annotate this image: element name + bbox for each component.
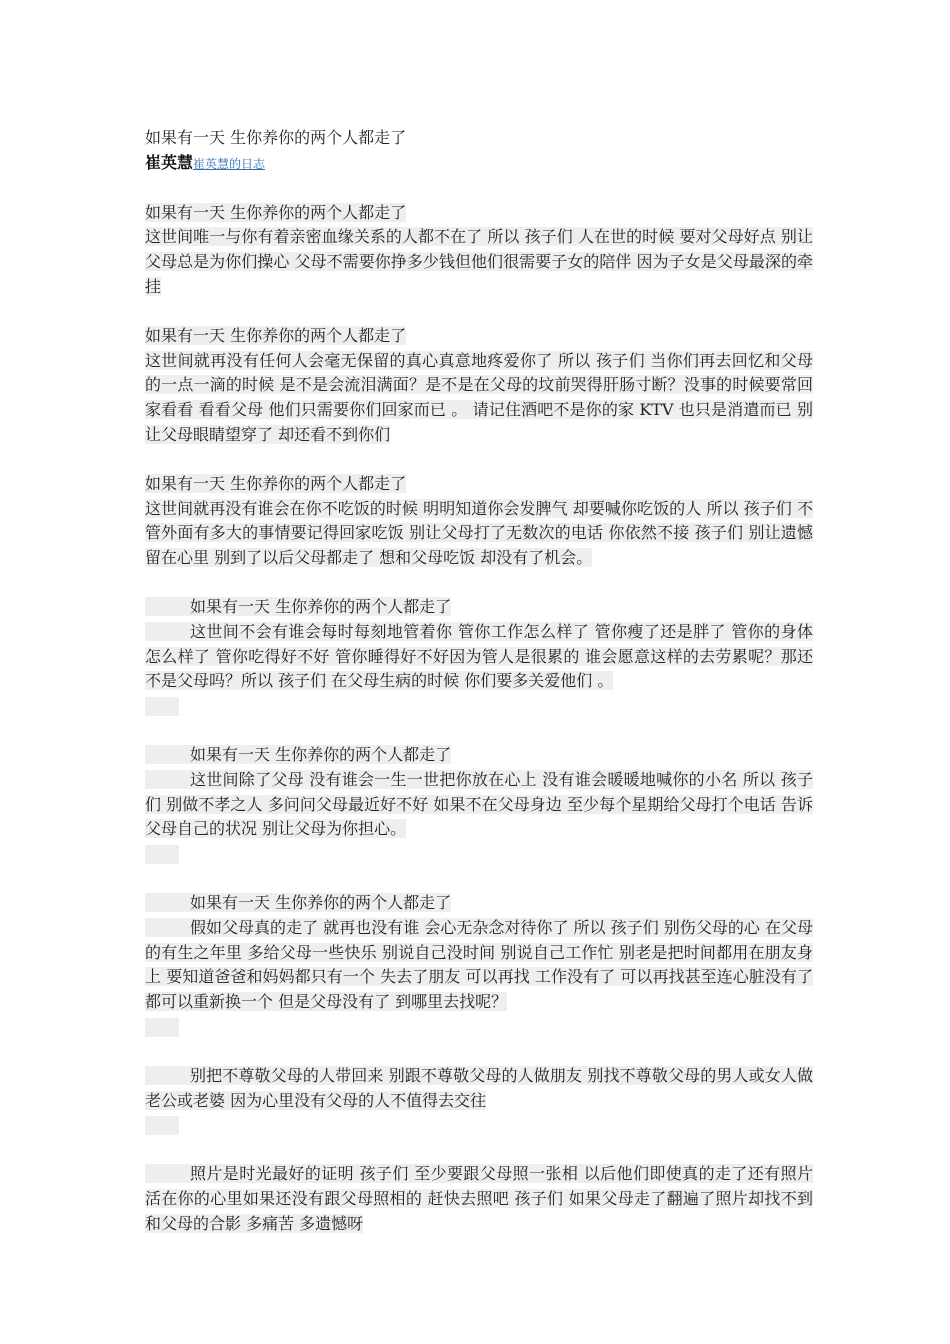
section-8 [145,1162,813,1236]
section-heading: 如果有一天 生你养你的两个人都走了 [145,202,407,222]
blank-line [145,694,813,719]
section-5 [145,743,813,867]
section-body: 别把不尊敬父母的人带回来 别跟不尊敬父母的人做朋友 别找不尊敬父母的男人或女人做老公或老婆 因为心里没有父母的人不值得去交往 [145,1065,813,1110]
section-body: 假如父母真的走了 就再也没有谁 会心无杂念对待你了 所以 孩子们 别伤父母的心 在父母的有生之年里 多给父母一些快乐 别说自己没时间 别说自己工作忙 别老是把时间都用在朋友身上 要知道爸爸和妈妈都只有一个 失去了朋友 可以再找 工作没有了 可以再找甚至连心脏没有了 都可以重新换一个 但是父母没有了 到哪里去找呢？ [145,917,813,1012]
section-4 [145,595,813,719]
section-heading: 如果有一天 生你养你的两个人都走了 [190,892,452,912]
section-3 [145,472,813,571]
page-title: 如果有一天 生你养你的两个人都走了 [145,128,407,147]
section-heading: 如果有一天 生你养你的两个人都走了 [190,596,452,616]
section-body: 这世间除了父母 没有谁会一生一世把你放在心上 没有谁会暖暖地喊你的小名 所以 孩子们 别做不孝之人 多问问父母最近好不好 如果不在父母身边 至少每个星期给父母打个电话 告诉父母自己的状况 别让父母为你担心。 [145,769,813,839]
section-heading: 如果有一天 生你养你的两个人都走了 [145,325,407,345]
diary-link[interactable]: 崔英慧的日志 [193,156,266,171]
author-line [145,151,813,177]
section-body: 这世间就再没有任何人会毫无保留的真心真意地疼爱你了 所以 孩子们 当你们再去回忆和父母的一点一滴的时候 是不是会流泪满面？是不是在父母的坟前哭得肝肠寸断？没事的时候要常回家看看 看看父母 他们只需要你们回家而已 。 请记住酒吧不是你的家 KTV 也只是消遣而已 别让父母眼睛望穿了 却还看不到你们 [145,350,813,444]
section-body: 照片是时光最好的证明 孩子们 至少要跟父母照一张相 以后他们即使真的走了还有照片活在你的心里如果还没有跟父母照相的 赶快去照吧 孩子们 如果父母走了翻遍了照片却找不到和父母的合影 多痛苦 多遗憾呀 [145,1164,813,1233]
section-6 [145,891,813,1040]
section-heading: 如果有一天 生你养你的两个人都走了 [190,744,452,764]
blank-line [145,842,813,867]
blank-line [145,1113,813,1138]
section-body: 这世间就再没有谁会在你不吃饭的时候 明明知道你会发脾气 却要喊你吃饭的人 所以 孩子们 不管外面有多大的事情要记得回家吃饭 别让父母打了无数次的电话 你依然不接 孩子们 别让遗憾留在心里 别到了以后父母都走了 想和父母吃饭 却没有了机会。 [145,498,813,568]
section-heading: 如果有一天 生你养你的两个人都走了 [145,473,407,493]
section-2 [145,324,813,448]
document-content [145,126,813,1236]
blank-line [145,1015,813,1040]
section-body: 这世间不会有谁会每时每刻地管着你 管你工作怎么样了 管你瘦了还是胖了 管你的身体怎么样了 管你吃得好不好 管你睡得好不好因为管人是很累的 谁会愿意这样的去劳累呢？那还不是父母吗？所以 孩子们 在父母生病的时候 你们要多关爱他们 。 [145,621,813,691]
section-1 [145,201,813,300]
author-name: 崔英慧 [145,152,194,172]
section-7 [145,1064,813,1138]
section-body: 这世间唯一与你有着亲密血缘关系的人都不在了 所以 孩子们 人在世的时候 要对父母好点 别让父母总是为你们操心 父母不需要你挣多少钱但他们很需要子女的陪伴 因为子女是父母最深的牵挂 [145,227,813,296]
